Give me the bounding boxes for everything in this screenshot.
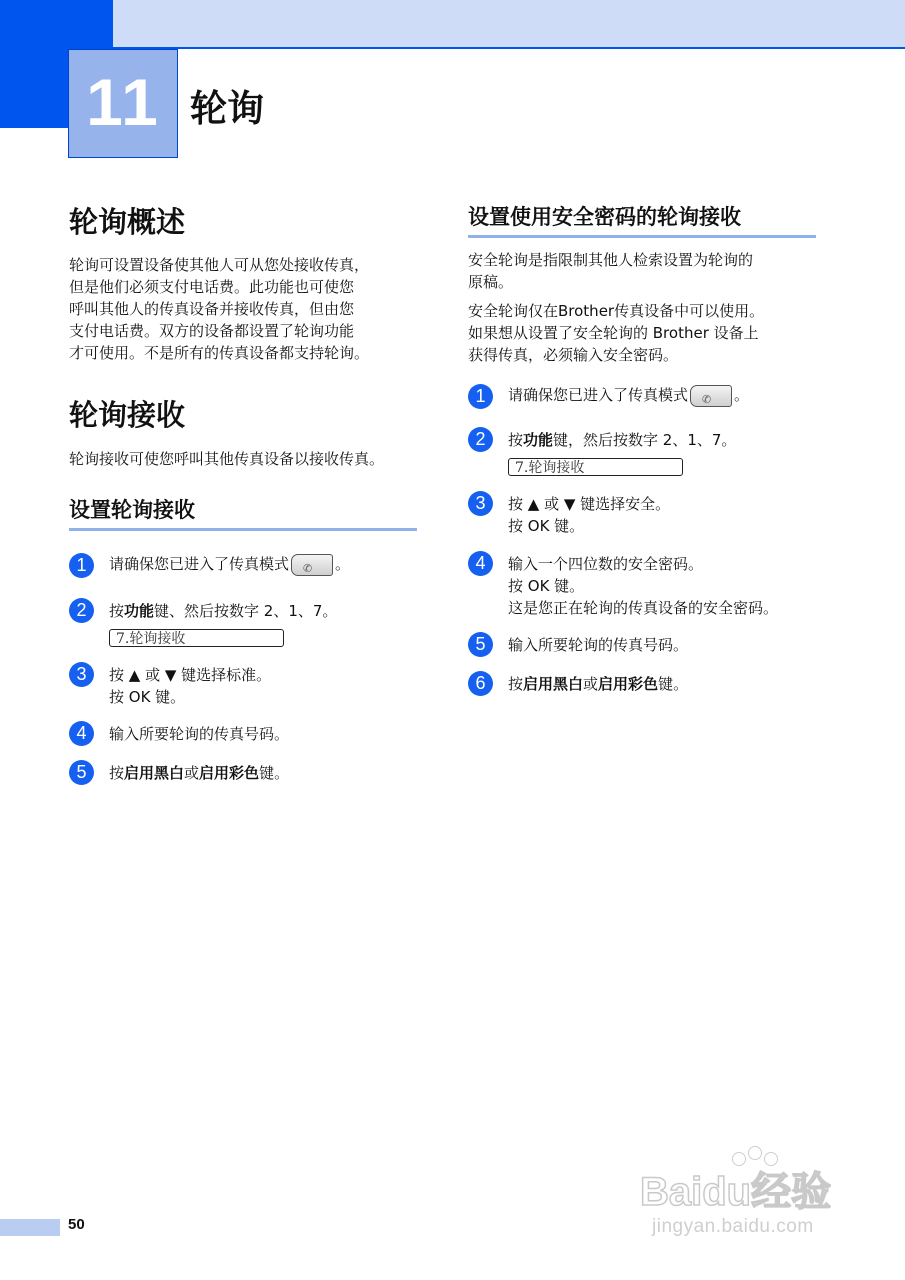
colour-start-key-label: 启用彩色 xyxy=(199,764,260,782)
page-number-bar xyxy=(0,1219,60,1236)
fax-mode-key-icon: ✆ xyxy=(291,554,333,576)
overview-line: 才可使用。不是所有的传真设备都支持轮询。 xyxy=(69,344,370,362)
lcd-display: 7.轮询接收 xyxy=(109,629,284,647)
overview-line: 呼叫其他人的传真设备并接收传真，但由您 xyxy=(69,300,355,318)
secure-line: 如果想从设置了安全轮询的 Brother 设备上 xyxy=(468,324,759,342)
step-number-badge: 2 xyxy=(69,598,94,623)
step-text-mid: 或 xyxy=(184,764,200,782)
overview-heading: 轮询概述 xyxy=(69,205,186,239)
secure-line: 安全轮询是指限制其他人检索设置为轮询的 xyxy=(468,251,754,269)
overview-line: 轮询可设置设备使其他人可从您处接收传真， xyxy=(69,256,370,274)
step-number-badge: 3 xyxy=(69,662,94,687)
step-number-badge: 4 xyxy=(69,721,94,746)
step-text-pre: 按 xyxy=(109,764,125,782)
step-number-badge: 2 xyxy=(468,427,493,452)
step-text-line2: 按 OK 键。 xyxy=(109,688,186,706)
step-text: 请确保您已进入了传真模式 xyxy=(109,555,290,573)
watermark-brand: Baidu经验 xyxy=(640,1170,832,1214)
step-text: 请确保您已进入了传真模式 xyxy=(508,386,689,404)
chapter-number-box xyxy=(68,49,178,158)
step-text-end: 。 xyxy=(256,666,272,684)
step-number-badge: 5 xyxy=(468,632,493,657)
step-text-pre: 按 ▲ 或 ▼ 键选择 xyxy=(109,666,227,684)
step-text-post: 键、然后按数字 2、1、7。 xyxy=(154,602,338,620)
setup-heading: 设置轮询接收 xyxy=(69,494,417,531)
step-text-line2: 按 OK 键。 xyxy=(508,577,585,595)
lcd-display: 7.轮询接收 xyxy=(508,458,683,476)
step-text-pre: 按 xyxy=(109,602,125,620)
step-number-badge: 6 xyxy=(468,671,493,696)
secure-line: 获得传真，必须输入安全密码。 xyxy=(468,346,679,364)
receive-heading: 轮询接收 xyxy=(69,398,186,432)
step-text-end: 。 xyxy=(335,555,351,573)
step-text-end: 。 xyxy=(655,495,671,513)
watermark-url: jingyan.baidu.com xyxy=(652,1216,814,1237)
step-number-badge: 1 xyxy=(69,553,94,578)
function-key-label: 功能 xyxy=(523,431,554,449)
step-text-line3: 这是您正在轮询的传真设备的安全密码。 xyxy=(508,599,779,617)
receive-paragraph: 轮询接收可使您呼叫其他传真设备以接收传真。 xyxy=(69,450,385,468)
step-number-badge: 1 xyxy=(468,384,493,409)
step-text-pre: 按 xyxy=(508,675,524,693)
paw-print-icon xyxy=(748,1146,762,1160)
option-label: 标准 xyxy=(226,666,257,684)
secure-line: 原稿。 xyxy=(468,273,514,291)
step-number-badge: 5 xyxy=(69,760,94,785)
step-text-post: 键。 xyxy=(658,675,689,693)
step-text-line1: 输入一个四位数的安全密码。 xyxy=(508,555,704,573)
step-number-badge: 4 xyxy=(468,551,493,576)
chapter-number: 11 xyxy=(86,65,160,139)
step-text-line2: 按 OK 键。 xyxy=(508,517,585,535)
step-text-pre: 按 ▲ 或 ▼ 键选择 xyxy=(508,495,626,513)
page-number: 50 xyxy=(68,1216,85,1233)
secure-heading: 设置使用安全密码的轮询接收 xyxy=(468,201,816,238)
step-number-badge: 3 xyxy=(468,491,493,516)
step-text-post: 键。 xyxy=(259,764,290,782)
overview-paragraph xyxy=(69,254,419,364)
overview-line: 但是他们必须支付电话费。此功能也可使您 xyxy=(69,278,355,296)
mono-start-key-label: 启用黑白 xyxy=(124,764,185,782)
baidu-watermark xyxy=(640,1160,850,1245)
option-label: 安全 xyxy=(625,495,656,513)
secure-paragraph-2 xyxy=(468,300,818,366)
step-text-end: 。 xyxy=(734,386,750,404)
step-text-mid: 或 xyxy=(583,675,599,693)
secure-paragraph-1 xyxy=(468,249,818,293)
step-text-pre: 按 xyxy=(508,431,524,449)
fax-mode-key-icon: ✆ xyxy=(690,385,732,407)
step-text-post: 键，然后按数字 2、1、7。 xyxy=(553,431,737,449)
mono-start-key-label: 启用黑白 xyxy=(523,675,584,693)
step-text: 输入所要轮询的传真号码。 xyxy=(109,725,290,743)
function-key-label: 功能 xyxy=(124,602,155,620)
step-text: 输入所要轮询的传真号码。 xyxy=(508,636,689,654)
chapter-title: 轮询 xyxy=(190,87,264,130)
overview-line: 支付电话费。双方的设备都设置了轮询功能 xyxy=(69,322,355,340)
header-strip xyxy=(113,0,905,49)
secure-line: 安全轮询仅在Brother传真设备中可以使用。 xyxy=(468,302,765,320)
colour-start-key-label: 启用彩色 xyxy=(598,675,659,693)
